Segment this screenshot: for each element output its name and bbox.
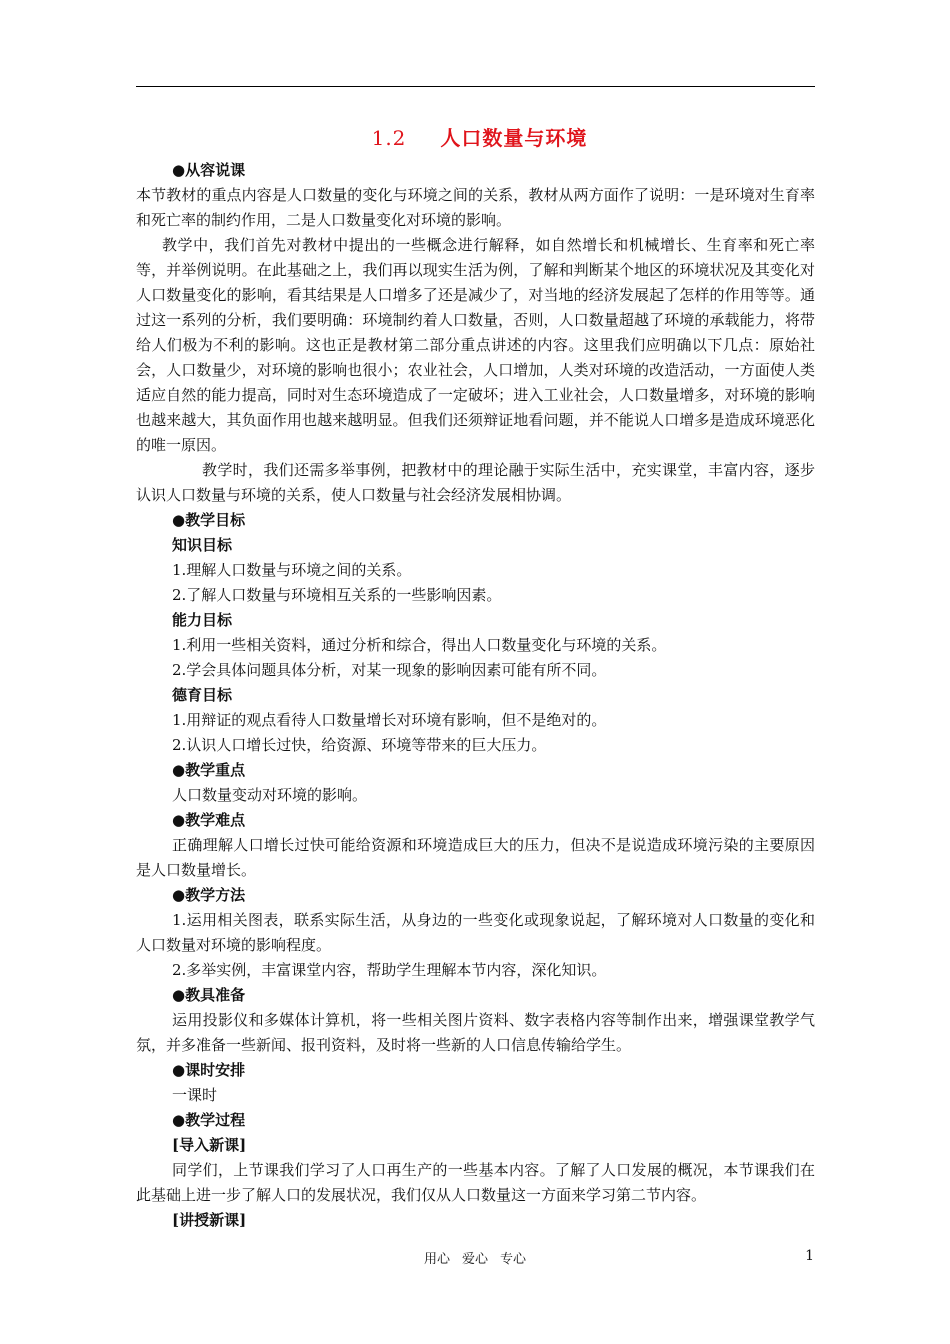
paragraph: 教学中，我们首先对教材中提出的一些概念进行解释，如自然增长和机械增长、生育率和死亡率等，并举例说明。在此基础之上，我们再以现实生活为例，了解和判断某个地区的环境状况及其变化对人口数量变化的影响，看其结果是人口增多了还是减少了，对当地的经济发展起了怎样的作用等等。通过这一系列的分析，我们要明确：环境制约着人口数量，否则，人口数量超越了环境的承载能力，将带给人们极为不利的影响。这也正是教材第二部分重点讲述的内容。这里我们应明确以下几点：原始社会，人口数量少，对环境的影响也很小；农业社会，人口增加，人类对环境的改造活动，一方面使人类适应自然的能力提高，同时对生态环境造成了一定破坏；进入工业社会，人口数量增多，对环境的影响也越来越大，其负面作用也越来越明显。但我们还须辩证地看问题，并不能说人口增多是造成环境恶化的唯一原因。 (136, 236, 815, 454)
page-title (144, 118, 815, 158)
paragraph: 本节教材的重点内容是人口数量的变化与环境之间的关系，教材从两方面作了说明：一是环境对生育率和死亡率的制约作用，二是人口数量变化对环境的影响。 (136, 186, 815, 229)
heading-schedule: ●课时安排 (172, 1061, 246, 1079)
title-text: 人口数量与环境 (440, 126, 588, 150)
subheading-knowledge: 知识目标 (172, 536, 233, 554)
paragraph: 运用投影仪和多媒体计算机，将一些相关图片资料、数字表格内容等制作出来，增强课堂教学气氛，并多准备一些新闻、报刊资料，及时将一些新的人口信息传输给学生。 (136, 1011, 815, 1054)
page-number: 1 (805, 1248, 814, 1264)
subheading-lecture: [讲授新课] (172, 1211, 247, 1229)
paragraph: 正确理解人口增长过快可能给资源和环境造成巨大的压力，但决不是说造成环境污染的主要原因是人口数量增长。 (136, 836, 815, 879)
heading-difficulty: ●教学难点 (172, 811, 246, 829)
subheading-moral: 德育目标 (172, 686, 233, 704)
footer-text: 爱心 (461, 1252, 488, 1267)
page-footer (0, 1248, 950, 1272)
heading-process: ●教学过程 (172, 1111, 246, 1129)
paragraph: 一课时 (172, 1086, 218, 1104)
footer-text: 专心 (500, 1252, 527, 1267)
list-item: 1.理解人口数量与环境之间的关系。 (172, 561, 412, 579)
list-item: 2.认识人口增长过快，给资源、环境等带来的巨大压力。 (172, 736, 547, 754)
footer-text: 用心 (423, 1252, 450, 1267)
title-number: 1.2 (371, 126, 407, 150)
heading-tools: ●教具准备 (172, 986, 246, 1004)
heading-key-point: ●教学重点 (172, 761, 246, 779)
header-rule (136, 86, 815, 87)
subheading-intro: [导入新课] (172, 1136, 247, 1154)
paragraph: 人口数量变动对环境的影响。 (172, 786, 368, 804)
list-item: 1.利用一些相关资料，通过分析和综合，得出人口数量变化与环境的关系。 (172, 636, 667, 654)
page-content (136, 118, 815, 1233)
list-item: 1.运用相关图表，联系实际生活，从身边的一些变化或现象说起，了解环境对人口数量的变化和人口数量对环境的影响程度。 (136, 911, 815, 954)
heading-course-talk: ●从容说课 (172, 161, 246, 179)
heading-teaching-goals: ●教学目标 (172, 511, 246, 529)
paragraph: 教学时，我们还需多举事例，把教材中的理论融于实际生活中，充实课堂，丰富内容，逐步认识人口数量与环境的关系，使人口数量与社会经济发展相协调。 (136, 461, 815, 504)
list-item: 2.学会具体问题具体分析，对某一现象的影响因素可能有所不同。 (172, 661, 607, 679)
paragraph: 同学们，上节课我们学习了人口再生产的一些基本内容。了解了人口发展的概况，本节课我们在此基础上进一步了解人口的发展状况，我们仅从人口数量这一方面来学习第二节内容。 (136, 1161, 815, 1204)
list-item: 1.用辩证的观点看待人口数量增长对环境有影响，但不是绝对的。 (172, 711, 607, 729)
heading-methods: ●教学方法 (172, 886, 246, 904)
list-item: 2.了解人口数量与环境相互关系的一些影响因素。 (172, 586, 502, 604)
list-item: 2.多举实例，丰富课堂内容，帮助学生理解本节内容，深化知识。 (172, 961, 607, 979)
subheading-ability: 能力目标 (172, 611, 233, 629)
